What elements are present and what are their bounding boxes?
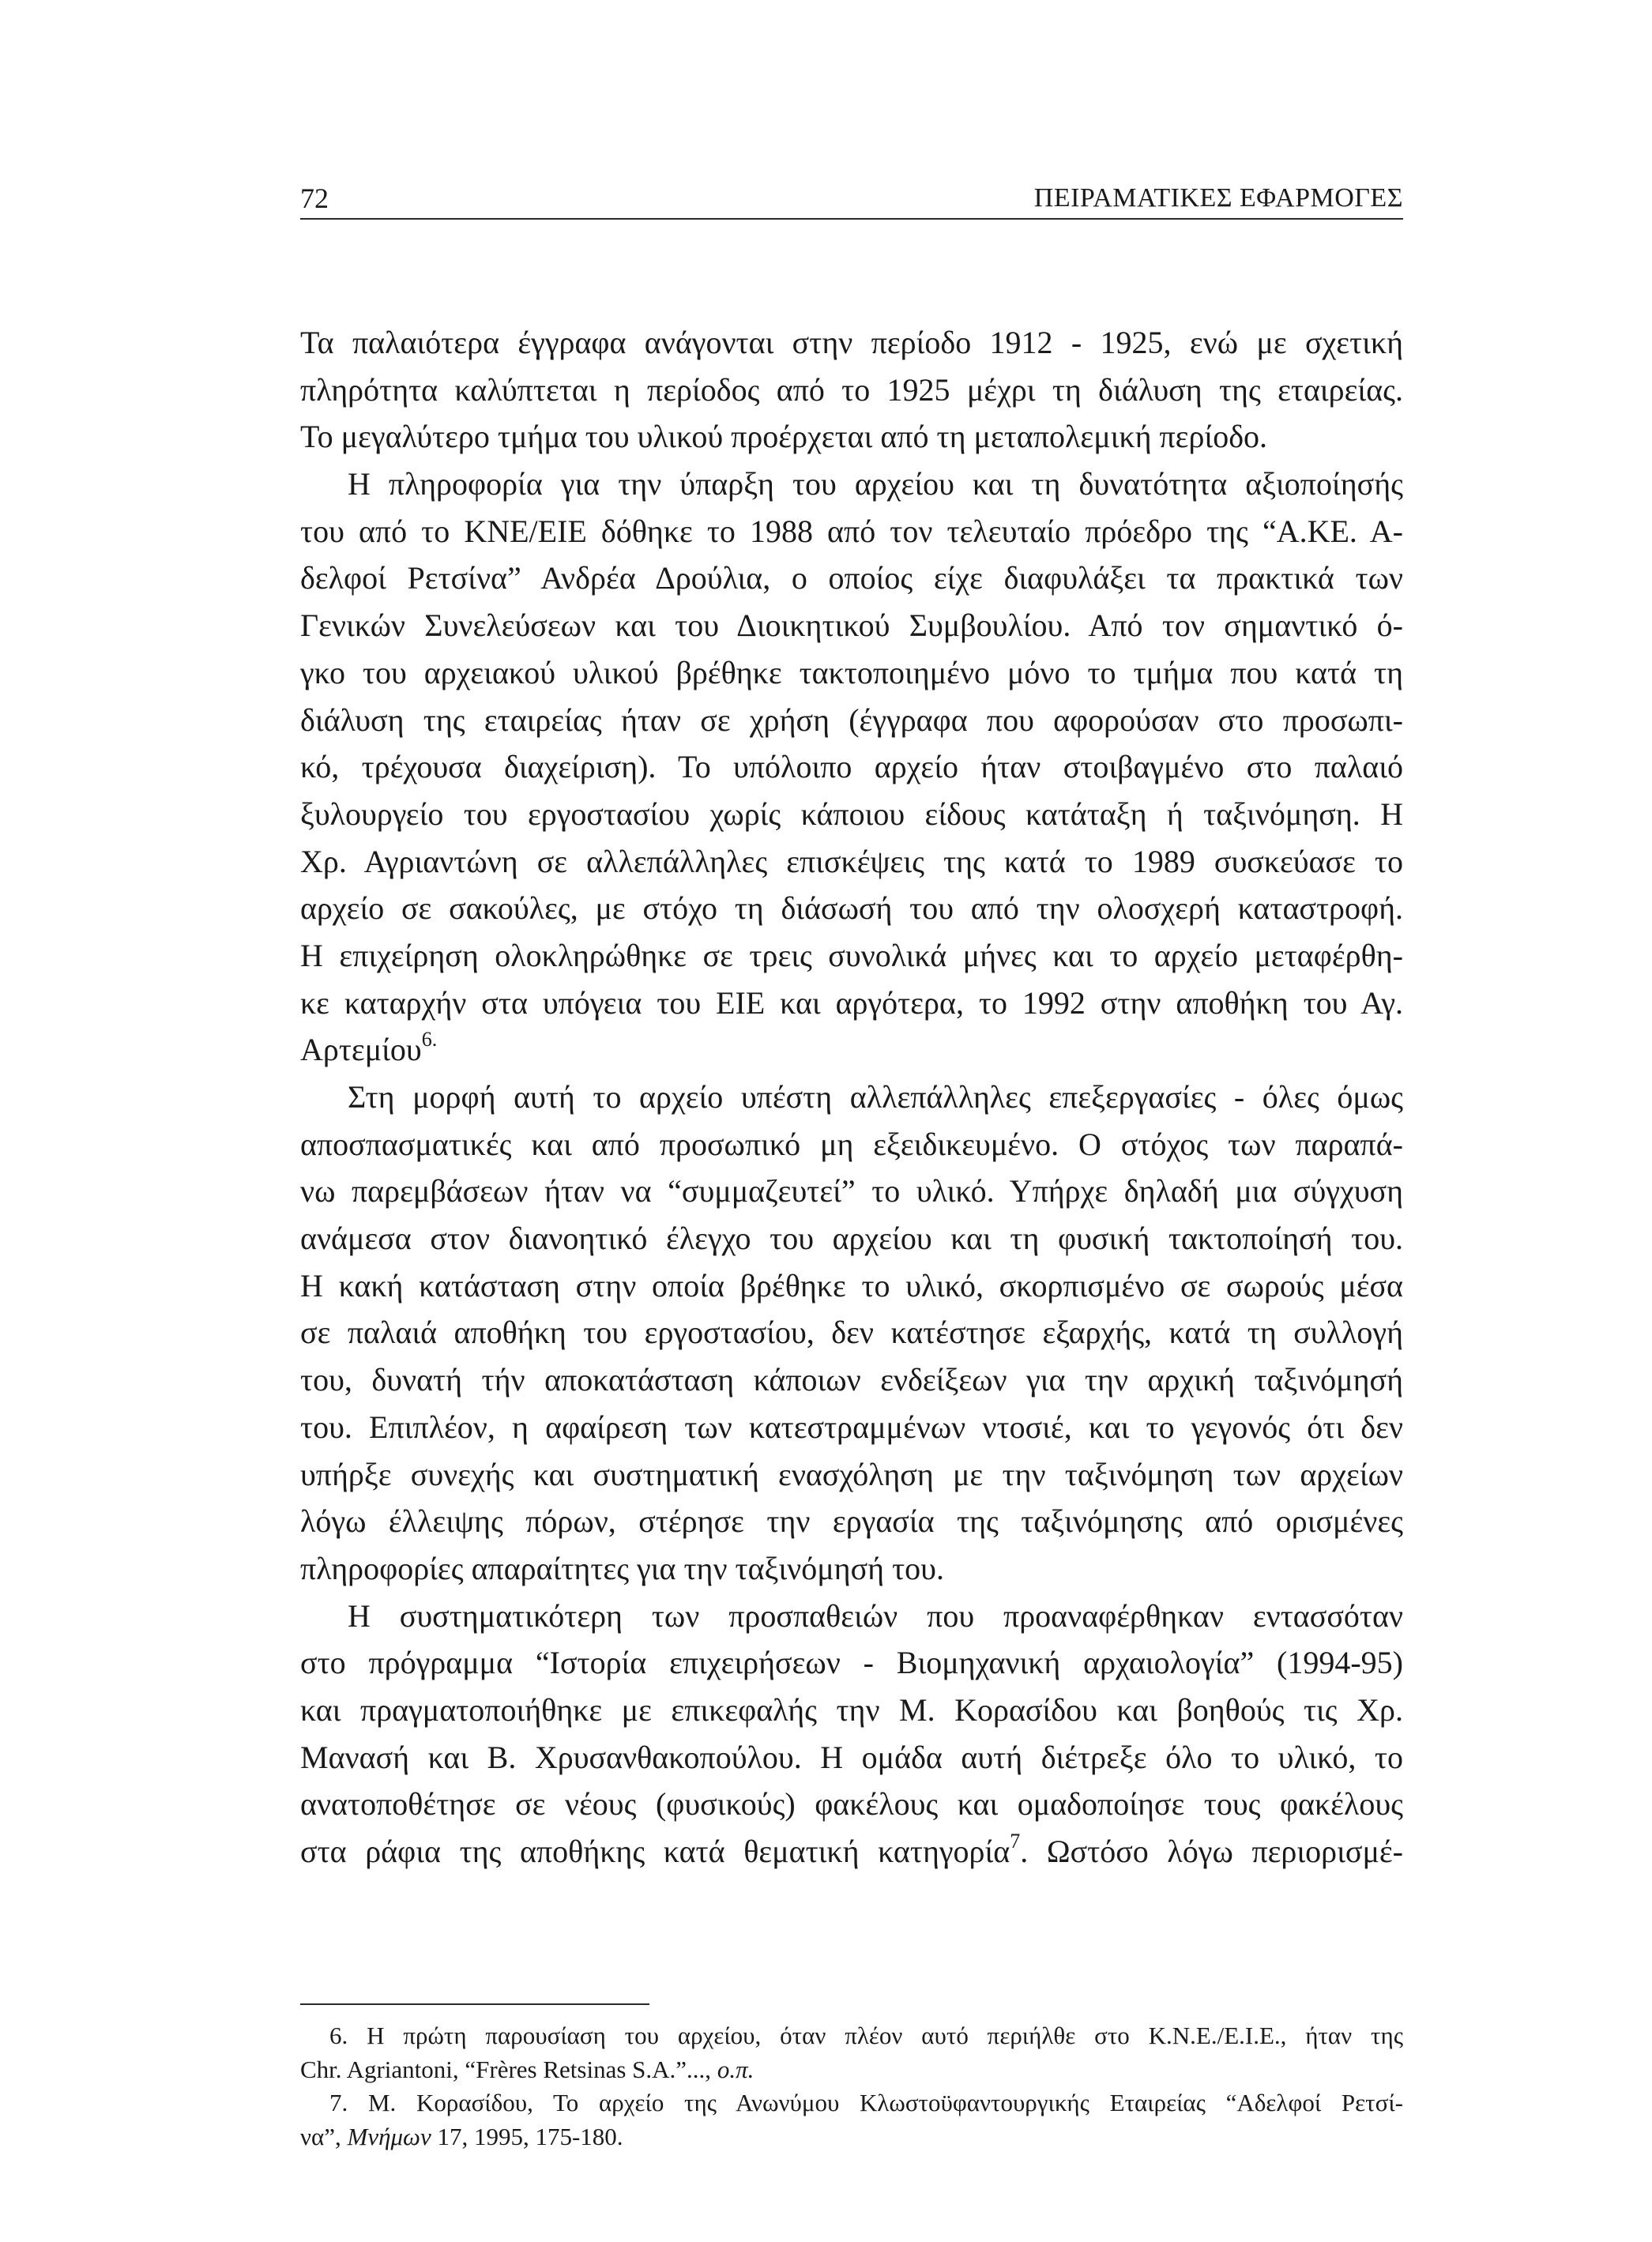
footnotes bbox=[300, 2019, 1403, 2154]
body-line: Χρ. Αγριαντώνη σε αλλεπάλληλες επισκέψεις της κατά το 1989 συσκεύασε το bbox=[300, 843, 1403, 879]
body-line: του από το ΚΝΕ/ΕΙΕ δόθηκε το 1988 από τον τελευταίο πρόεδρο της “Α.ΚΕ. Α- bbox=[300, 513, 1403, 549]
body-line: Η συστηματικότερη των προσπαθειών που προαναφέρθηκαν εντασσόταν bbox=[348, 1597, 1403, 1634]
body-line: του. Επιπλέον, η αφαίρεση των κατεστραμμένων ντοσιέ, και το γεγονός ότι δεν bbox=[300, 1409, 1403, 1445]
body-line: ξυλουργείο του εργοστασίου χωρίς κάποιου είδους κατάταξη ή ταξινόμηση. Η bbox=[300, 796, 1403, 832]
body-line: Γενικών Συνελεύσεων και του Διοικητικού Συμβουλίου. Από τον σημαντικό ό- bbox=[300, 608, 1403, 644]
body-line: πληροφορίες απαραίτητες για την ταξινόμησή του. bbox=[300, 1550, 944, 1586]
body-line: πληρότητα καλύπτεται η περίοδος από το 1925 μέχρι τη διάλυση της εταιρείας. bbox=[300, 371, 1403, 408]
body-line: και πραγματοποιήθηκε με επικεφαλής την Μ. Κορασίδου και βοηθούς τις Χρ. bbox=[300, 1691, 1403, 1728]
body-line: κε καταρχήν στα υπόγεια του ΕΙΕ και αργότερα, το 1992 στην αποθήκη του Αγ. bbox=[300, 984, 1403, 1021]
body-line: Μανασή και Β. Χρυσανθακοπούλου. Η ομάδα αυτή διέτρεξε όλο το υλικό, το bbox=[300, 1739, 1403, 1775]
body-line-text: στα ράφια της αποθήκης κατά θεματική κατηγορία bbox=[300, 1834, 1010, 1869]
body-line: ανάμεσα στον διανοητικό έλεγχο του αρχείου και τη φυσική τακτοποίησή του. bbox=[300, 1221, 1403, 1257]
footnote-ref-6[interactable]: 6. bbox=[421, 1028, 438, 1051]
footnote-7-cont bbox=[300, 2120, 1403, 2154]
body-line: ανατοποθέτησε σε νέους (φυσικούς) φακέλους και ομαδοποίησε τους φακέλους bbox=[300, 1786, 1403, 1823]
body-line: Το μεγαλύτερο τμήμα του υλικού προέρχεται από τη μεταπολεμική περίοδο. bbox=[300, 419, 1268, 455]
body-line: αρχείο σε σακούλες, με στόχο τη διάσωσή του από την ολοσχερή καταστροφή. bbox=[300, 890, 1403, 927]
body-text bbox=[300, 319, 1403, 1875]
footnote-6-cont bbox=[300, 2053, 1403, 2087]
body-line: του, δυνατή τήν αποκατάσταση κάποιων ενδείξεων για την αρχική ταξινόμησή bbox=[300, 1362, 1403, 1398]
footnote-text: Chr. Agriantoni, “Frères Retsinas S.A.”..., bbox=[300, 2055, 717, 2083]
body-line: νω παρεμβάσεων ήταν να “συμμαζευτεί” το υλικό. Υπήρχε δηλαδή μια σύγχυση bbox=[300, 1173, 1403, 1209]
body-line: γκο του αρχειακού υλικού βρέθηκε τακτοποιημένο μόνο το τμήμα που κατά τη bbox=[300, 654, 1403, 690]
footnote-text: να”, bbox=[300, 2122, 348, 2150]
body-line bbox=[300, 1026, 1403, 1074]
page-number: 72 bbox=[300, 182, 329, 214]
body-line: αποσπασματικές και από προσωπικό μη εξειδικευμένο. Ο στόχος των παραπά- bbox=[300, 1126, 1403, 1162]
body-line-text: Αρτεμίου bbox=[300, 1032, 422, 1068]
footnote-6: 6. Η πρώτη παρουσίαση του αρχείου, όταν πλέον αυτό περιήλθε στο Κ.Ν.Ε./Ε.Ι.Ε., ήταν της bbox=[329, 2022, 1403, 2049]
body-line bbox=[300, 1828, 1403, 1875]
footnote-ref-7[interactable]: 7 bbox=[1010, 1830, 1021, 1853]
body-line: Η επιχείρηση ολοκληρώθηκε σε τρεις συνολικά μήνες και το αρχείο μεταφέρθη- bbox=[300, 937, 1403, 973]
footnote-rule bbox=[300, 2003, 649, 2005]
footnote-text-italic: Μνήμων bbox=[347, 2122, 431, 2150]
footnote-text-italic: ο.π. bbox=[717, 2055, 755, 2083]
body-line: υπήρξε συνεχής και συστηματική ενασχόληση με την ταξινόμηση των αρχείων bbox=[300, 1456, 1403, 1492]
body-line: Τα παλαιότερα έγγραφα ανάγονται στην περίοδο 1912 - 1925, ενώ με σχετική bbox=[300, 325, 1403, 360]
running-title: ΠΕΙΡΑΜΑΤΙΚΕΣ ΕΦΑΡΜΟΓΕΣ bbox=[1033, 183, 1403, 213]
body-line: στο πρόγραμμα “Ιστορία επιχειρήσεων - Βιομηχανική αρχαιολογία” (1994-95) bbox=[300, 1645, 1403, 1681]
body-line: Η κακή κατάσταση στην οποία βρέθηκε το υλικό, σκορπισμένο σε σωρούς μέσα bbox=[300, 1267, 1403, 1303]
body-line: κό, τρέχουσα διαχείριση). Το υπόλοιπο αρχείο ήταν στοιβαγμένο στο παλαιό bbox=[300, 749, 1403, 785]
body-line: δελφοί Ρετσίνα” Ανδρέα Δρούλια, ο οποίος είχε διαφυλάξει τα πρακτικά των bbox=[300, 560, 1403, 596]
footnote-7: 7. Μ. Κορασίδου, Το αρχείο της Ανωνύμου Κλωστοϋφαντουργικής Εταιρείας “Αδελφοί Ρετσί- bbox=[329, 2089, 1403, 2116]
header-rule bbox=[300, 218, 1403, 220]
footnote-text: 17, 1995, 175-180. bbox=[431, 2122, 623, 2150]
body-line: λόγω έλλειψης πόρων, στέρησε την εργασία της ταξινόμησης από ορισμένες bbox=[300, 1503, 1403, 1540]
body-line-text: . Ωστόσο λόγω περιορισμέ- bbox=[1020, 1834, 1404, 1869]
body-line: Η πληροφορία για την ύπαρξη του αρχείου και τη δυνατότητα αξιοποίησής bbox=[348, 466, 1403, 502]
body-line: διάλυση της εταιρείας ήταν σε χρήση (έγγραφα που αφορούσαν στο προσωπι- bbox=[300, 702, 1403, 738]
body-line: Στη μορφή αυτή το αρχείο υπέστη αλλεπάλληλες επεξεργασίες - όλες όμως bbox=[348, 1079, 1403, 1115]
body-line: σε παλαιά αποθήκη του εργοστασίου, δεν κατέστησε εξαρχής, κατά τη συλλογή bbox=[300, 1315, 1403, 1351]
page-header bbox=[300, 180, 1403, 216]
